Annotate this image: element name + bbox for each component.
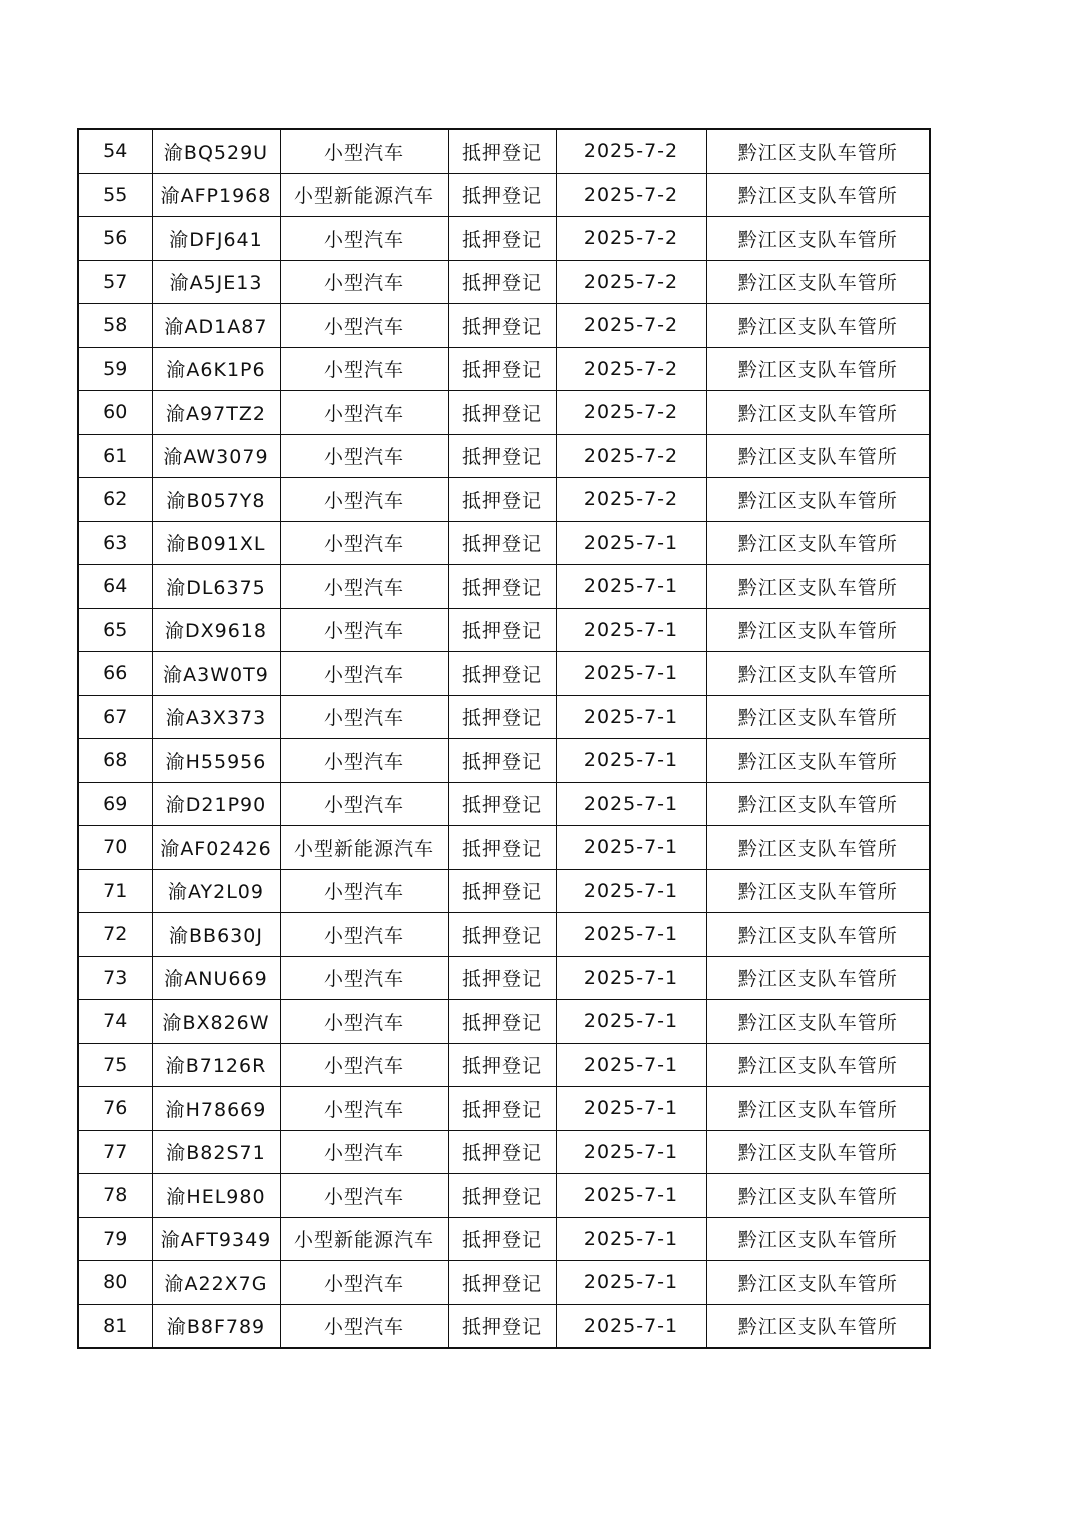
row-number-cell: 62 xyxy=(78,478,152,522)
vehicle-type-cell: 小型汽车 xyxy=(280,1261,448,1305)
office-cell: 黔江区支队车管所 xyxy=(706,260,930,304)
date-cell: 2025-7-1 xyxy=(556,521,706,565)
row-number-cell: 60 xyxy=(78,391,152,435)
business-type-cell: 抵押登记 xyxy=(448,1043,556,1087)
table-row xyxy=(78,217,930,261)
row-number-cell: 70 xyxy=(78,826,152,870)
business-type-cell: 抵押登记 xyxy=(448,782,556,826)
table-row xyxy=(78,1304,930,1348)
plate-number-cell: 渝AW3079 xyxy=(152,434,280,478)
date-cell: 2025-7-1 xyxy=(556,652,706,696)
vehicle-type-cell: 小型汽车 xyxy=(280,434,448,478)
row-number-cell: 64 xyxy=(78,565,152,609)
vehicle-type-cell: 小型汽车 xyxy=(280,1174,448,1218)
vehicle-type-cell: 小型汽车 xyxy=(280,1000,448,1044)
row-number-cell: 73 xyxy=(78,956,152,1000)
plate-number-cell: 渝DL6375 xyxy=(152,565,280,609)
office-cell: 黔江区支队车管所 xyxy=(706,217,930,261)
business-type-cell: 抵押登记 xyxy=(448,391,556,435)
vehicle-type-cell: 小型汽车 xyxy=(280,695,448,739)
business-type-cell: 抵押登记 xyxy=(448,739,556,783)
vehicle-type-cell: 小型汽车 xyxy=(280,913,448,957)
date-cell: 2025-7-2 xyxy=(556,347,706,391)
table-row xyxy=(78,739,930,783)
table-row xyxy=(78,1000,930,1044)
business-type-cell: 抵押登记 xyxy=(448,1000,556,1044)
date-cell: 2025-7-2 xyxy=(556,173,706,217)
plate-number-cell: 渝A97TZ2 xyxy=(152,391,280,435)
office-cell: 黔江区支队车管所 xyxy=(706,434,930,478)
vehicle-type-cell: 小型汽车 xyxy=(280,129,448,173)
date-cell: 2025-7-1 xyxy=(556,1043,706,1087)
plate-number-cell: 渝AFP1968 xyxy=(152,173,280,217)
date-cell: 2025-7-1 xyxy=(556,913,706,957)
vehicle-type-cell: 小型汽车 xyxy=(280,260,448,304)
row-number-cell: 68 xyxy=(78,739,152,783)
plate-number-cell: 渝B7126R xyxy=(152,1043,280,1087)
vehicle-type-cell: 小型汽车 xyxy=(280,391,448,435)
vehicle-type-cell: 小型汽车 xyxy=(280,782,448,826)
table-row xyxy=(78,565,930,609)
row-number-cell: 54 xyxy=(78,129,152,173)
row-number-cell: 55 xyxy=(78,173,152,217)
table-row xyxy=(78,1261,930,1305)
date-cell: 2025-7-1 xyxy=(556,869,706,913)
table-row xyxy=(78,304,930,348)
row-number-cell: 63 xyxy=(78,521,152,565)
plate-number-cell: 渝DFJ641 xyxy=(152,217,280,261)
vehicle-type-cell: 小型汽车 xyxy=(280,739,448,783)
row-number-cell: 76 xyxy=(78,1087,152,1131)
plate-number-cell: 渝BX826W xyxy=(152,1000,280,1044)
vehicle-type-cell: 小型汽车 xyxy=(280,652,448,696)
date-cell: 2025-7-1 xyxy=(556,1087,706,1131)
business-type-cell: 抵押登记 xyxy=(448,260,556,304)
date-cell: 2025-7-1 xyxy=(556,1261,706,1305)
plate-number-cell: 渝BB630J xyxy=(152,913,280,957)
vehicle-type-cell: 小型汽车 xyxy=(280,956,448,1000)
table-row xyxy=(78,956,930,1000)
date-cell: 2025-7-1 xyxy=(556,1000,706,1044)
plate-number-cell: 渝AF02426 xyxy=(152,826,280,870)
table-row xyxy=(78,521,930,565)
table-row xyxy=(78,1087,930,1131)
plate-number-cell: 渝DX9618 xyxy=(152,608,280,652)
vehicle-type-cell: 小型汽车 xyxy=(280,869,448,913)
plate-number-cell: 渝ANU669 xyxy=(152,956,280,1000)
office-cell: 黔江区支队车管所 xyxy=(706,1087,930,1131)
table-row xyxy=(78,347,930,391)
office-cell: 黔江区支队车管所 xyxy=(706,521,930,565)
row-number-cell: 58 xyxy=(78,304,152,348)
table-row xyxy=(78,913,930,957)
vehicle-type-cell: 小型汽车 xyxy=(280,347,448,391)
business-type-cell: 抵押登记 xyxy=(448,652,556,696)
row-number-cell: 66 xyxy=(78,652,152,696)
date-cell: 2025-7-2 xyxy=(556,260,706,304)
row-number-cell: 67 xyxy=(78,695,152,739)
date-cell: 2025-7-2 xyxy=(556,434,706,478)
plate-number-cell: 渝B057Y8 xyxy=(152,478,280,522)
office-cell: 黔江区支队车管所 xyxy=(706,652,930,696)
business-type-cell: 抵押登记 xyxy=(448,347,556,391)
row-number-cell: 71 xyxy=(78,869,152,913)
vehicle-type-cell: 小型汽车 xyxy=(280,565,448,609)
vehicle-type-cell: 小型汽车 xyxy=(280,1043,448,1087)
office-cell: 黔江区支队车管所 xyxy=(706,1174,930,1218)
office-cell: 黔江区支队车管所 xyxy=(706,478,930,522)
table-row xyxy=(78,260,930,304)
business-type-cell: 抵押登记 xyxy=(448,913,556,957)
table-row xyxy=(78,1217,930,1261)
plate-number-cell: 渝H78669 xyxy=(152,1087,280,1131)
table-row xyxy=(78,826,930,870)
business-type-cell: 抵押登记 xyxy=(448,695,556,739)
plate-number-cell: 渝B091XL xyxy=(152,521,280,565)
row-number-cell: 57 xyxy=(78,260,152,304)
plate-number-cell: 渝D21P90 xyxy=(152,782,280,826)
business-type-cell: 抵押登记 xyxy=(448,608,556,652)
vehicle-type-cell: 小型汽车 xyxy=(280,1130,448,1174)
vehicle-type-cell: 小型汽车 xyxy=(280,608,448,652)
row-number-cell: 65 xyxy=(78,608,152,652)
business-type-cell: 抵押登记 xyxy=(448,1261,556,1305)
office-cell: 黔江区支队车管所 xyxy=(706,1261,930,1305)
row-number-cell: 72 xyxy=(78,913,152,957)
date-cell: 2025-7-1 xyxy=(556,608,706,652)
vehicle-type-cell: 小型新能源汽车 xyxy=(280,826,448,870)
office-cell: 黔江区支队车管所 xyxy=(706,391,930,435)
vehicle-type-cell: 小型汽车 xyxy=(280,1087,448,1131)
business-type-cell: 抵押登记 xyxy=(448,478,556,522)
date-cell: 2025-7-1 xyxy=(556,1304,706,1348)
office-cell: 黔江区支队车管所 xyxy=(706,1304,930,1348)
office-cell: 黔江区支队车管所 xyxy=(706,304,930,348)
row-number-cell: 79 xyxy=(78,1217,152,1261)
vehicle-type-cell: 小型新能源汽车 xyxy=(280,173,448,217)
date-cell: 2025-7-1 xyxy=(556,826,706,870)
plate-number-cell: 渝BQ529U xyxy=(152,129,280,173)
table-row xyxy=(78,652,930,696)
table-row xyxy=(78,129,930,173)
table-row xyxy=(78,173,930,217)
plate-number-cell: 渝AD1A87 xyxy=(152,304,280,348)
date-cell: 2025-7-1 xyxy=(556,956,706,1000)
plate-number-cell: 渝A3W0T9 xyxy=(152,652,280,696)
vehicle-type-cell: 小型汽车 xyxy=(280,521,448,565)
business-type-cell: 抵押登记 xyxy=(448,826,556,870)
row-number-cell: 74 xyxy=(78,1000,152,1044)
date-cell: 2025-7-1 xyxy=(556,739,706,783)
office-cell: 黔江区支队车管所 xyxy=(706,1043,930,1087)
vehicle-type-cell: 小型汽车 xyxy=(280,304,448,348)
business-type-cell: 抵押登记 xyxy=(448,869,556,913)
business-type-cell: 抵押登记 xyxy=(448,217,556,261)
plate-number-cell: 渝H55956 xyxy=(152,739,280,783)
business-type-cell: 抵押登记 xyxy=(448,434,556,478)
office-cell: 黔江区支队车管所 xyxy=(706,739,930,783)
table-row xyxy=(78,782,930,826)
row-number-cell: 78 xyxy=(78,1174,152,1218)
registration-table xyxy=(77,128,931,1349)
date-cell: 2025-7-2 xyxy=(556,217,706,261)
business-type-cell: 抵押登记 xyxy=(448,956,556,1000)
office-cell: 黔江区支队车管所 xyxy=(706,129,930,173)
row-number-cell: 61 xyxy=(78,434,152,478)
plate-number-cell: 渝HEL980 xyxy=(152,1174,280,1218)
plate-number-cell: 渝A3X373 xyxy=(152,695,280,739)
table-row xyxy=(78,391,930,435)
vehicle-type-cell: 小型汽车 xyxy=(280,478,448,522)
plate-number-cell: 渝A22X7G xyxy=(152,1261,280,1305)
office-cell: 黔江区支队车管所 xyxy=(706,695,930,739)
office-cell: 黔江区支队车管所 xyxy=(706,1217,930,1261)
date-cell: 2025-7-1 xyxy=(556,565,706,609)
vehicle-type-cell: 小型新能源汽车 xyxy=(280,1217,448,1261)
table-row xyxy=(78,608,930,652)
date-cell: 2025-7-2 xyxy=(556,129,706,173)
office-cell: 黔江区支队车管所 xyxy=(706,913,930,957)
date-cell: 2025-7-2 xyxy=(556,304,706,348)
row-number-cell: 80 xyxy=(78,1261,152,1305)
table-body xyxy=(78,129,930,1348)
date-cell: 2025-7-2 xyxy=(556,391,706,435)
office-cell: 黔江区支队车管所 xyxy=(706,173,930,217)
row-number-cell: 75 xyxy=(78,1043,152,1087)
plate-number-cell: 渝B82S71 xyxy=(152,1130,280,1174)
office-cell: 黔江区支队车管所 xyxy=(706,869,930,913)
date-cell: 2025-7-1 xyxy=(556,695,706,739)
plate-number-cell: 渝AY2L09 xyxy=(152,869,280,913)
office-cell: 黔江区支队车管所 xyxy=(706,1130,930,1174)
plate-number-cell: 渝A6K1P6 xyxy=(152,347,280,391)
date-cell: 2025-7-2 xyxy=(556,478,706,522)
table-row xyxy=(78,1174,930,1218)
business-type-cell: 抵押登记 xyxy=(448,1130,556,1174)
office-cell: 黔江区支队车管所 xyxy=(706,347,930,391)
vehicle-type-cell: 小型汽车 xyxy=(280,217,448,261)
business-type-cell: 抵押登记 xyxy=(448,1087,556,1131)
plate-number-cell: 渝AFT9349 xyxy=(152,1217,280,1261)
business-type-cell: 抵押登记 xyxy=(448,1304,556,1348)
table-row xyxy=(78,478,930,522)
office-cell: 黔江区支队车管所 xyxy=(706,565,930,609)
business-type-cell: 抵押登记 xyxy=(448,304,556,348)
table-row xyxy=(78,434,930,478)
row-number-cell: 56 xyxy=(78,217,152,261)
office-cell: 黔江区支队车管所 xyxy=(706,826,930,870)
business-type-cell: 抵押登记 xyxy=(448,1174,556,1218)
office-cell: 黔江区支队车管所 xyxy=(706,782,930,826)
date-cell: 2025-7-1 xyxy=(556,1174,706,1218)
date-cell: 2025-7-1 xyxy=(556,1130,706,1174)
vehicle-type-cell: 小型汽车 xyxy=(280,1304,448,1348)
row-number-cell: 69 xyxy=(78,782,152,826)
office-cell: 黔江区支队车管所 xyxy=(706,608,930,652)
business-type-cell: 抵押登记 xyxy=(448,521,556,565)
business-type-cell: 抵押登记 xyxy=(448,565,556,609)
table-row xyxy=(78,1130,930,1174)
business-type-cell: 抵押登记 xyxy=(448,129,556,173)
office-cell: 黔江区支队车管所 xyxy=(706,956,930,1000)
table-row xyxy=(78,695,930,739)
table-row xyxy=(78,1043,930,1087)
plate-number-cell: 渝B8F789 xyxy=(152,1304,280,1348)
business-type-cell: 抵押登记 xyxy=(448,1217,556,1261)
row-number-cell: 77 xyxy=(78,1130,152,1174)
business-type-cell: 抵押登记 xyxy=(448,173,556,217)
office-cell: 黔江区支队车管所 xyxy=(706,1000,930,1044)
date-cell: 2025-7-1 xyxy=(556,782,706,826)
table-row xyxy=(78,869,930,913)
date-cell: 2025-7-1 xyxy=(556,1217,706,1261)
row-number-cell: 81 xyxy=(78,1304,152,1348)
row-number-cell: 59 xyxy=(78,347,152,391)
plate-number-cell: 渝A5JE13 xyxy=(152,260,280,304)
